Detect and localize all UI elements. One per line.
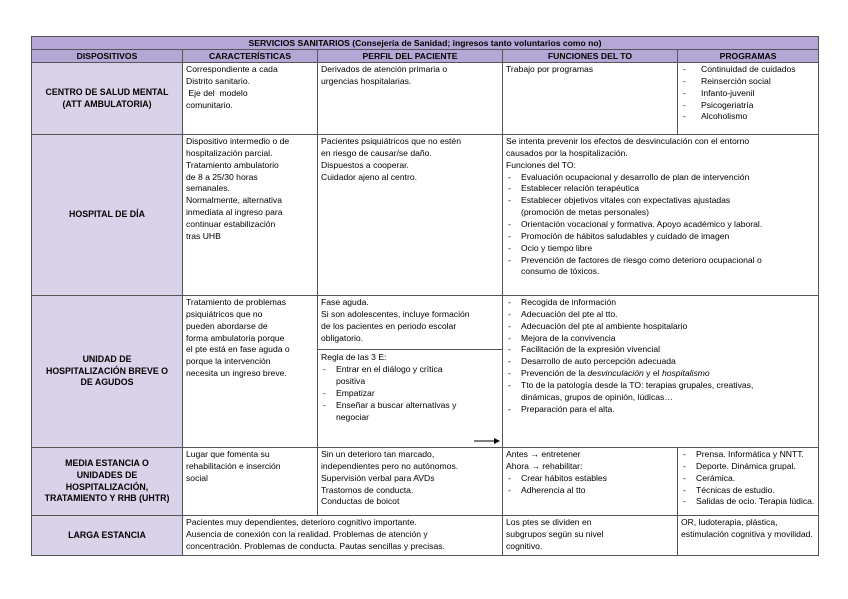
text-line: causados por la hospitalización. (506, 147, 628, 158)
list-item: - Empatizar (321, 388, 499, 400)
text-line: Pacientes psiquiátricos que no estén (321, 136, 461, 146)
right-arrow-icon (474, 437, 500, 445)
text-line: Tratamiento ambulatorio (186, 159, 279, 170)
text-line: el pte está en fase aguda o (186, 344, 290, 355)
text-line: obligatorio. (321, 332, 364, 343)
text-line: Eje del modelo (186, 87, 248, 98)
text-line: Si son adolescentes, incluye formación (321, 308, 470, 319)
list-item: - Psicogeriatría (681, 100, 815, 112)
device-le (32, 516, 183, 556)
text-line: Sin un deterioro tan marcado, (321, 449, 435, 459)
funciones-le (503, 516, 678, 556)
row-hd (32, 135, 819, 296)
list-item: - Establecer objetivos vitales con expectativas ajustadas (506, 195, 815, 207)
device-line: HOSPITALIZACIÓN BREVE O (45, 365, 169, 376)
header-caracteristicas: CARACTERÍSTICAS (183, 50, 318, 63)
text-line: independientes pero no autónomos. (321, 460, 459, 471)
list-item: - Técnicas de estudio. (681, 485, 815, 497)
caracteristicas-le (183, 516, 503, 556)
text-line: de los pacientes en periodo escolar (321, 320, 457, 331)
text-line: rehabilitación e inserción (186, 460, 281, 471)
list-item: - Adecuación del pte al ambiente hospitalario (506, 321, 815, 333)
header-programas: PROGRAMAS (678, 50, 819, 63)
header-dispositivos: DISPOSITIVOS (32, 50, 183, 63)
list-item: - Evaluación ocupacional y desarrollo de plan de intervención (506, 172, 815, 184)
text-line: cognitivo. (506, 540, 543, 551)
text-line: continuar estabilización (186, 219, 276, 230)
list-item: - Reinserción social (681, 76, 815, 88)
funciones-csm (503, 63, 678, 135)
list-item-continuation: negociar (336, 411, 369, 422)
text-line: estimulación cognitiva y movilidad. (681, 528, 813, 539)
funciones-uhb (503, 296, 819, 448)
text-line: Trastornos de conducta. (321, 484, 414, 495)
text-line: Ausencia de conexión con la realidad. Problemas de atención y (186, 528, 428, 539)
caracteristicas-csm (183, 63, 318, 135)
device-line: LARGA ESTANCIA (68, 529, 146, 540)
text-line: hospitalización parcial. (186, 147, 273, 158)
caracteristicas-uhtr (183, 448, 318, 516)
text-line: Funciones del TO: (506, 159, 576, 170)
servicios-sanitarios-table (31, 36, 819, 556)
header-funciones: FUNCIONES DEL TO (503, 50, 678, 63)
text-line: urgencias hospitalarias. (321, 75, 412, 86)
text-line: Derivados de atención primaria o (321, 64, 448, 74)
list-item: - Adecuación del pte al tto. (506, 309, 815, 321)
device-uhtr (32, 448, 183, 516)
list-item: - Continuidad de cuidados (681, 64, 815, 76)
row-uhtr (32, 448, 819, 516)
list-item-continuation: dinámicas, grupos de opinión, lúdicas… (521, 391, 673, 402)
text-line: OR, ludoterapia, plástica, (681, 517, 778, 527)
device-line: UNIDAD DE (82, 353, 132, 364)
caracteristicas-hd (183, 135, 318, 296)
text-part-italic: hospitalismo (661, 368, 710, 379)
list-item-prevencion (506, 368, 815, 380)
perfil-uhb (318, 296, 503, 448)
text-line: Dispuestos a cooperar. (321, 159, 409, 170)
device-line: HOSPITAL DE DÍA (69, 209, 145, 220)
programas-csm (678, 63, 819, 135)
list-item: - Preparación para el alta. (506, 404, 815, 416)
programas-uhtr (678, 448, 819, 516)
text-line: subgrupos según su nivel (506, 528, 604, 539)
programas-le (678, 516, 819, 556)
list-item: - Prensa. Informática y NNTT. (681, 449, 815, 461)
text-line: Trabajo por programas (506, 64, 594, 74)
text-line: de 8 a 25/30 horas (186, 171, 258, 182)
list-item-continuation: positiva (336, 376, 366, 387)
text-line: social (186, 472, 208, 483)
text-line: porque la intervención (186, 356, 271, 367)
funciones-hd (503, 135, 819, 296)
regla-title: Regla de las 3 E: (321, 352, 387, 363)
device-line: DE AGUDOS (80, 377, 134, 388)
text-line: tras UHB (186, 230, 221, 241)
text-line: Conductas de boicot (321, 496, 400, 507)
perfil-hd (318, 135, 503, 296)
text-line: Cuidador ajeno al centro. (321, 171, 418, 182)
text-line: Ahora → rehabilitar: (506, 460, 583, 471)
text-line: en riesgo de causar/se daño. (321, 147, 432, 158)
perfil-csm (318, 63, 503, 135)
list-item: - Prevención de factores de riesgo como deterioro ocupacional o (506, 255, 815, 267)
list-item-continuation: (promoción de metas personales) (521, 207, 650, 218)
device-line: TRATAMIENTO Y RHB (UHTR) (44, 493, 170, 504)
text-part-italic: desvinculación (587, 368, 644, 379)
device-line: MEDIA ESTANCIA O (65, 457, 149, 468)
text-line: Pacientes muy dependientes, deterioro cognitivo importante. (186, 517, 417, 527)
list-item: - Orientación vocacional y formativa. Apoyo académico y laboral. (506, 219, 815, 231)
regla-3e-block (318, 349, 502, 423)
caracteristicas-uhb (183, 296, 318, 448)
text-line: pueden abordarse de (186, 320, 268, 331)
text-line: Lugar que fomenta su (186, 449, 270, 459)
text-line: Antes → entretener (506, 449, 581, 459)
text-line: Los ptes se dividen en (506, 517, 592, 527)
list-item: - Tto de la patología desde la TO: terapias grupales, creativas, (506, 380, 815, 392)
list-item: - Salidas de ocio. Terapia lúdica. (681, 496, 815, 508)
device-line: CENTRO DE SALUD MENTAL (45, 86, 169, 97)
text-line: Se intenta prevenir los efectos de desvinculación con el entorno (506, 136, 750, 146)
list-item: - Establecer relación terapéutica (506, 183, 815, 195)
perfil-uhtr (318, 448, 503, 516)
device-csm (32, 63, 183, 135)
text-line: Correspondiente a cada (186, 64, 278, 74)
text-line: Normalmente, alternativa (186, 195, 283, 206)
list-item: - Adherencia al tto (506, 485, 674, 497)
text-line: inmediata al ingreso para (186, 207, 283, 218)
text-part: Prevención de la (521, 368, 588, 379)
device-uhb (32, 296, 183, 448)
device-line: UNIDADES DE (76, 469, 138, 480)
list-item: - Crear hábitos estables (506, 473, 674, 485)
text-line: Tratamiento de problemas (186, 297, 286, 307)
list-item: - Enseñar a buscar alternativas y (321, 400, 499, 412)
text-line: comunitario. (186, 99, 233, 110)
text-line: Fase aguda. (321, 297, 369, 307)
row-csm (32, 63, 819, 135)
text-line: Distrito sanitario. (186, 75, 250, 86)
text-line: necesita un ingreso breve. (186, 368, 287, 379)
row-uhb (32, 296, 819, 448)
list-item: - Alcoholismo (681, 111, 815, 123)
list-item: - Infanto-juvenil (681, 88, 815, 100)
text-part: y el (643, 368, 662, 379)
device-line: HOSPITALIZACIÓN, (65, 481, 149, 492)
device-hd (32, 135, 183, 296)
list-item: - Cerámica. (681, 473, 815, 485)
text-line: Supervisión verbal para AVDs (321, 472, 435, 483)
text-line: psiquiátricos que no (186, 308, 263, 319)
funciones-uhtr (503, 448, 678, 516)
text-line: forma ambulatoria porque (186, 332, 285, 343)
text-line: Dispositivo intermedio o de (186, 136, 290, 146)
list-item: - Mejora de la convivencia (506, 333, 815, 345)
list-item: - Deporte. Dinámica grupal. (681, 461, 815, 473)
list-item-continuation: consumo de tóxicos. (521, 266, 600, 277)
list-item: - Entrar en el diálogo y crítica (321, 364, 499, 376)
list-item: - Desarrollo de auto percepción adecuada (506, 356, 815, 368)
device-line: (ATT AMBULATORIA) (62, 98, 152, 109)
list-item: - Recogida de información (506, 297, 815, 309)
row-le (32, 516, 819, 556)
list-item: - Promoción de hábitos saludables y cuidado de imagen (506, 231, 815, 243)
text-line: semanales. (186, 183, 230, 194)
text-line: concentración. Problemas de conducta. Pautas sencillas y precisas. (186, 540, 445, 551)
list-item: - Ocio y tiempo libre (506, 243, 815, 255)
list-item: - Facilitación de la expresión vivencial (506, 344, 815, 356)
header-perfil: PERFIL DEL PACIENTE (318, 50, 503, 63)
table-title: SERVICIOS SANITARIOS (Consejería de Sanidad; ingresos tanto voluntarios como no) (32, 37, 819, 50)
